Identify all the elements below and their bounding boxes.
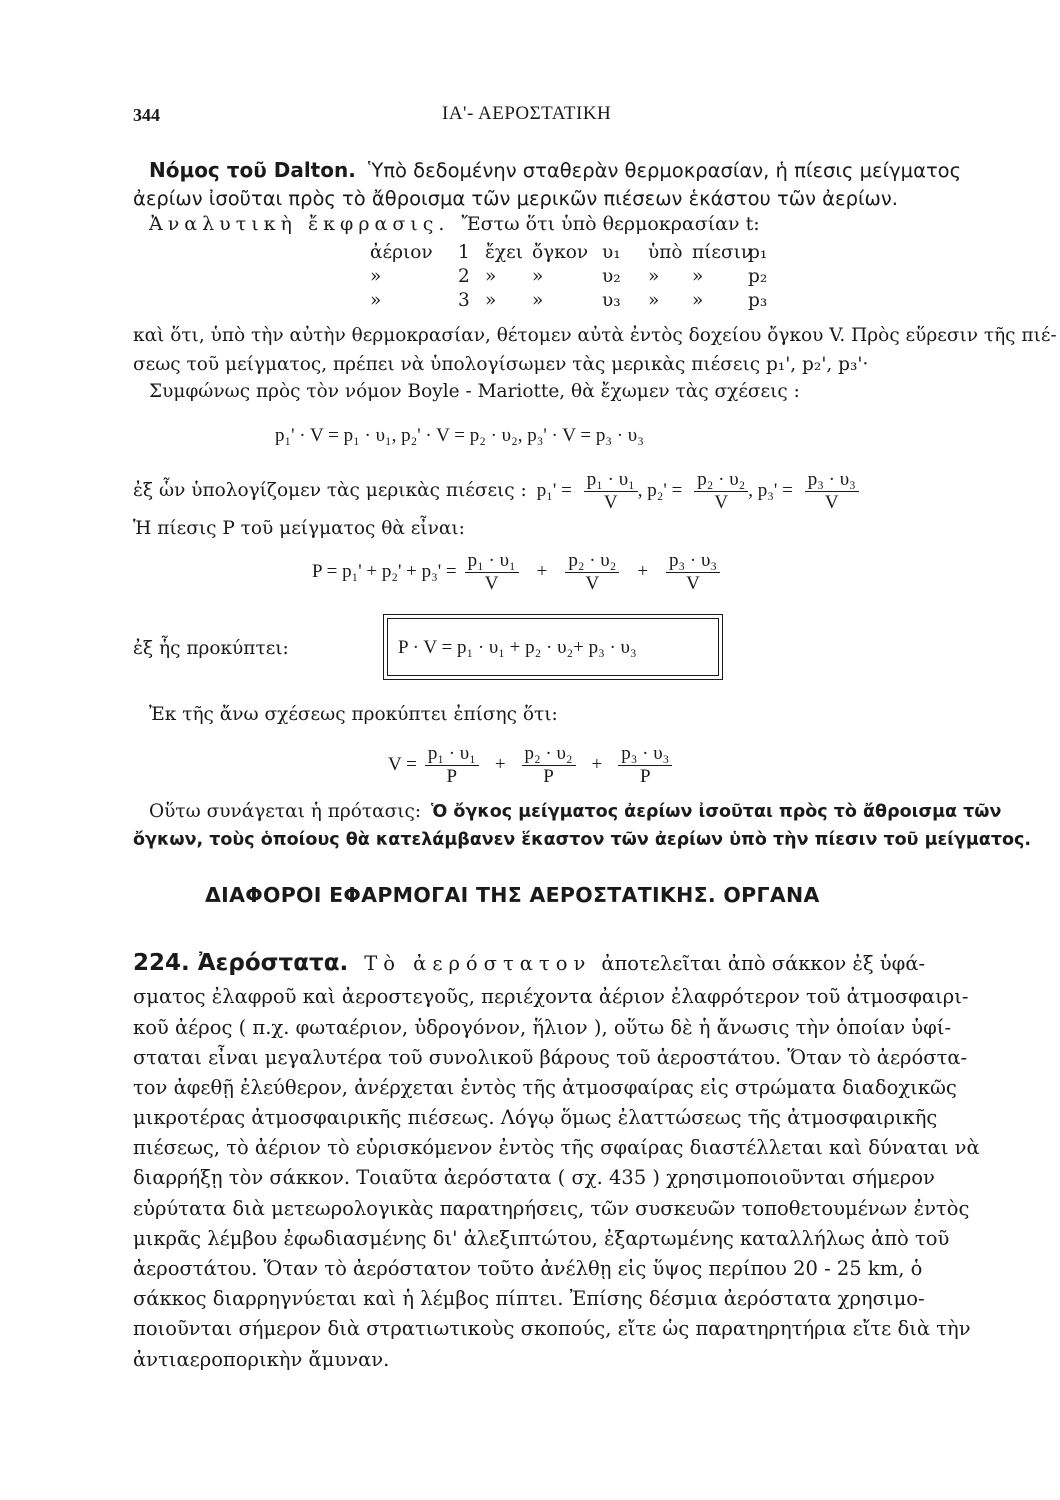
article-line: διαρρήξῃ τὸν σάκκον. Τοιαῦτα ἀερόστατα ( σχ. 435 ) χρησιμοποιοῦνται σήμερον: [133, 1166, 935, 1190]
article-spaced-term: Τὸ ἀερόστατον: [364, 952, 592, 975]
analytic-label: Ἀναλυτικὴ ἔκφρασις.: [149, 213, 450, 235]
running-title: ΙΑ'- ΑΕΡΟΣΤΑΤΙΚΗ: [442, 103, 612, 124]
partial-lhs2: , p₂' =: [637, 480, 683, 501]
fraction-p3v3-over-v: [805, 469, 859, 514]
fraction-denominator: V: [484, 572, 499, 594]
fraction-denominator: V: [603, 491, 618, 513]
fraction-denominator: P: [543, 765, 554, 787]
gas-cell: 2: [458, 266, 470, 287]
para1-line2: σεως τοῦ μείγματος, πρέπει νὰ ὑπολογίσωμεν τὰς μερικὰς πιέσεις p₁', p₂', p₃'·: [133, 354, 869, 375]
section-heading: ΔΙΑΦΟΡΟΙ ΕΦΑΡΜΟΓΑΙ ΤΗΣ ΑΕΡΟΣΤΑΤΙΚΗΣ. ΟΡΓΑΝΑ: [205, 883, 820, 907]
gas-row: [370, 266, 768, 292]
page-number: 344: [133, 105, 160, 125]
fraction-numerator: p₃ · υ₃: [618, 743, 672, 766]
gas-cell: ἀέριον: [370, 242, 433, 263]
gas-cell: »: [485, 266, 497, 287]
pressure-intro: Ἡ πίεσις P τοῦ μείγματος θὰ εἶναι:: [133, 518, 465, 539]
partial-lhs3: , p₃' =: [748, 480, 793, 501]
fraction-p1v1-over-v: [584, 469, 638, 514]
para1-line1: καὶ ὅτι, ὑπὸ τὴν αὐτὴν θερμοκρασίαν, θέτομεν αὐτὰ ἐντὸς δοχείου ὄγκου V. Πρὸς εὕρεσιν τῆς πιέ-: [133, 325, 1057, 346]
dalton-statement-line1: [149, 160, 961, 181]
gas-row: [370, 242, 768, 268]
dalton-statement-text: Ὑπὸ δεδομένην σταθερὰν θερμοκρασίαν, ἡ πίεσις μείγματος: [368, 159, 962, 182]
fraction-denominator: P: [639, 765, 651, 787]
partial-intro: ἐξ ὧν ὑπολογίζομεν τὰς μερικὰς πιέσεις :: [133, 479, 527, 501]
article-line: μικροτέρας ἀτμοσφαιρικῆς πιέσεως. Λόγῳ ὅμως ἐλαττώσεως τῆς ἀτμοσφαιρικῆς: [133, 1106, 938, 1130]
fraction-denominator: V: [714, 491, 729, 513]
article-line: κοῦ ἀέρος ( π.χ. φωταέριον, ὑδρογόνον, ἥλιον ), οὕτω δὲ ἡ ἄνωσις τὴν ὁποίαν ὑφί-: [133, 1015, 952, 1039]
analytic-text: Ἔστω ὅτι ὑπὸ θερμοκρασίαν t:: [461, 213, 760, 235]
pressure-lhs: P = p₁' + p₂' + p₃' =: [312, 561, 457, 582]
fraction-numerator: p₂ · υ₂: [694, 469, 748, 492]
fraction-numerator: p₁ · υ₁: [465, 550, 519, 573]
article-line: ποιοῦνται σήμερον διὰ στρατιωτικοὺς σκοπούς, εἴτε ὡς παρατηρητήρια εἴτε διὰ τὴν: [133, 1317, 971, 1341]
volume-lhs: V =: [388, 754, 417, 775]
gas-cell: 3: [458, 290, 470, 311]
gas-cell: »: [648, 290, 660, 311]
gas-cell: »: [692, 290, 704, 311]
fraction-p3v3-over-p: [618, 743, 672, 788]
conclusion-line1: [149, 803, 1001, 822]
fraction-p3v3-over-v: [666, 550, 720, 595]
gas-cell: p₂: [748, 266, 768, 287]
gas-cell: p₁: [748, 242, 768, 263]
gas-cell: »: [648, 266, 660, 287]
partial-pressures-line: [133, 466, 993, 516]
eq-boyle-relations: p₁' · V = p₁ · υ₁, p₂' · V = p₂ · υ₂, p₃' · V = p₃ · υ₃: [275, 425, 644, 446]
fraction-p2v2-over-v: [565, 550, 619, 595]
pressure-equation: [312, 547, 720, 597]
gas-cell: »: [485, 290, 497, 311]
article-line: τον ἀφεθῇ ἐλεύθερον, ἀνέρχεται ἐντὸς τῆς ἀτμοσφαίρας εἰς στρώματα διαδοχικῶς: [133, 1075, 957, 1099]
gas-cell: p₃: [748, 290, 768, 311]
article-line: μικρᾶς λέμβου ἐφωδιασμένης δι' ἀλεξιπτώτου, ἐξαρτωμένης καταλλήλως ἀπὸ τοῦ: [133, 1226, 950, 1250]
fraction-p1v1-over-v: [465, 550, 519, 595]
article-title: Ἀερόστατα.: [197, 950, 349, 976]
gas-cell: υ₃: [602, 290, 621, 311]
plus-sign: +: [536, 561, 548, 582]
fraction-denominator: V: [585, 572, 600, 594]
fraction-p1v1-over-p: [425, 743, 479, 788]
gas-cell: »: [532, 266, 544, 287]
article-line: πιέσεως, τὸ ἀέριον τὸ εὑρισκόμενον ἐντὸς τῆς σφαίρας διαστέλλεται καὶ δύναται νὰ: [133, 1136, 980, 1160]
gas-cell: πίεσιν: [692, 242, 753, 263]
gas-cell: υ₂: [602, 266, 621, 287]
partial-lhs1: p₁' =: [536, 480, 572, 501]
dalton-statement-line2: ἀερίων ἰσοῦται πρὸς τὸ ἄθροισμα τῶν μερικῶν πιέσεων ἑκάστου τῶν ἀερίων.: [133, 187, 898, 210]
conclusion-bold2: ὄγκων, τοὺς ὁποίους θὰ κατελάμβανεν ἕκαστον τῶν ἀερίων ὑπὸ τὴν πίεσιν τοῦ μείγματος.: [133, 830, 1032, 850]
fraction-p2v2-over-v: [694, 469, 748, 514]
fraction-denominator: V: [686, 572, 700, 594]
gas-cell: ἔχει: [485, 242, 523, 263]
article-224: [133, 952, 995, 1374]
article-line: σάκκος διαρρηγνύεται καὶ ἡ λέμβος πίπτει. Ἐπίσης δέσμια ἀερόστατα χρησιμο-: [133, 1287, 925, 1311]
article-line: εὐρύτατα διὰ μετεωρολογικὰς παρατηρήσεις, τῶν συσκευῶν τοποθετουμένων ἐντὸς: [133, 1196, 970, 1220]
fraction-numerator: p₁ · υ₁: [425, 743, 479, 766]
article-line: ἀντιαεροπορικὴν ἄμυναν.: [133, 1347, 390, 1371]
gas-row: [370, 290, 768, 316]
gas-cell: »: [532, 290, 544, 311]
gas-cell: »: [370, 290, 382, 311]
plus-sign: +: [637, 561, 649, 582]
result-intro: ἐξ ἧς προκύπτει:: [133, 638, 289, 659]
article-line: σταται εἶναι μεγαλυτέρα τοῦ συνολικοῦ βάρους τοῦ ἀεροστάτου. Ὅταν τὸ ἀερόστα-: [133, 1045, 968, 1069]
article-line: ἀποτελεῖται ἀπὸ σάκκον ἐξ ὑφά-: [601, 952, 926, 975]
gas-cell: »: [692, 266, 704, 287]
conclusion-bold1: Ὁ ὄγκος μείγματος ἀερίων ἰσοῦται πρὸς τὸ ἄθροισμα τῶν: [430, 802, 1002, 822]
conclusion-lead: Οὕτω συνάγεται ἡ πρότασις:: [149, 801, 422, 822]
article-first-line: [133, 952, 995, 982]
analytic-line: [149, 215, 760, 234]
article-number: 224.: [133, 950, 190, 976]
gas-cell: υ₁: [602, 242, 621, 263]
volume-equation: [388, 740, 672, 790]
fraction-denominator: V: [824, 491, 839, 513]
fraction-numerator: p₂ · υ₂: [522, 743, 576, 766]
gas-cell: »: [370, 266, 382, 287]
article-line: ἀεροστάτου. Ὅταν τὸ ἀερόστατον τοῦτο ἀνέλθῃ εἰς ὕψος περίπου 20 - 25 km, ὁ: [133, 1257, 923, 1281]
result-box: [383, 614, 723, 680]
article-line: σματος ἐλαφροῦ καὶ ἀεροστεγοῦς, περιέχοντα ἀέριον ἐλαφρότερον τοῦ ἀτμοσφαιρι-: [133, 985, 969, 1009]
gas-cell: 1: [458, 242, 470, 263]
fraction-numerator: p₁ · υ₁: [584, 469, 638, 492]
fraction-numerator: p₂ · υ₂: [565, 550, 619, 573]
gas-table: [370, 242, 768, 316]
gas-cell: ὄγκον: [532, 242, 589, 263]
plus-sign: +: [591, 754, 603, 775]
fraction-numerator: p₃ · υ₃: [805, 469, 859, 492]
fraction-denominator: P: [446, 765, 458, 787]
dalton-title: Νόμος τοῦ Dalton.: [149, 158, 356, 182]
plus-sign: +: [494, 754, 506, 775]
fraction-p2v2-over-p: [522, 743, 576, 788]
fraction-numerator: p₃ · υ₃: [666, 550, 720, 573]
para1-line3: Συμφώνως πρὸς τὸν νόμον Boyle - Mariotte, θὰ ἔχωμεν τὰς σχέσεις :: [149, 381, 800, 402]
also-intro: Ἐκ τῆς ἄνω σχέσεως προκύπτει ἐπίσης ὅτι:: [149, 704, 558, 725]
gas-cell: ὑπὸ: [648, 242, 683, 263]
boxed-equation: P · V = p₁ · υ₁ + p₂ · υ₂+ p₃ · υ₃: [398, 637, 637, 658]
